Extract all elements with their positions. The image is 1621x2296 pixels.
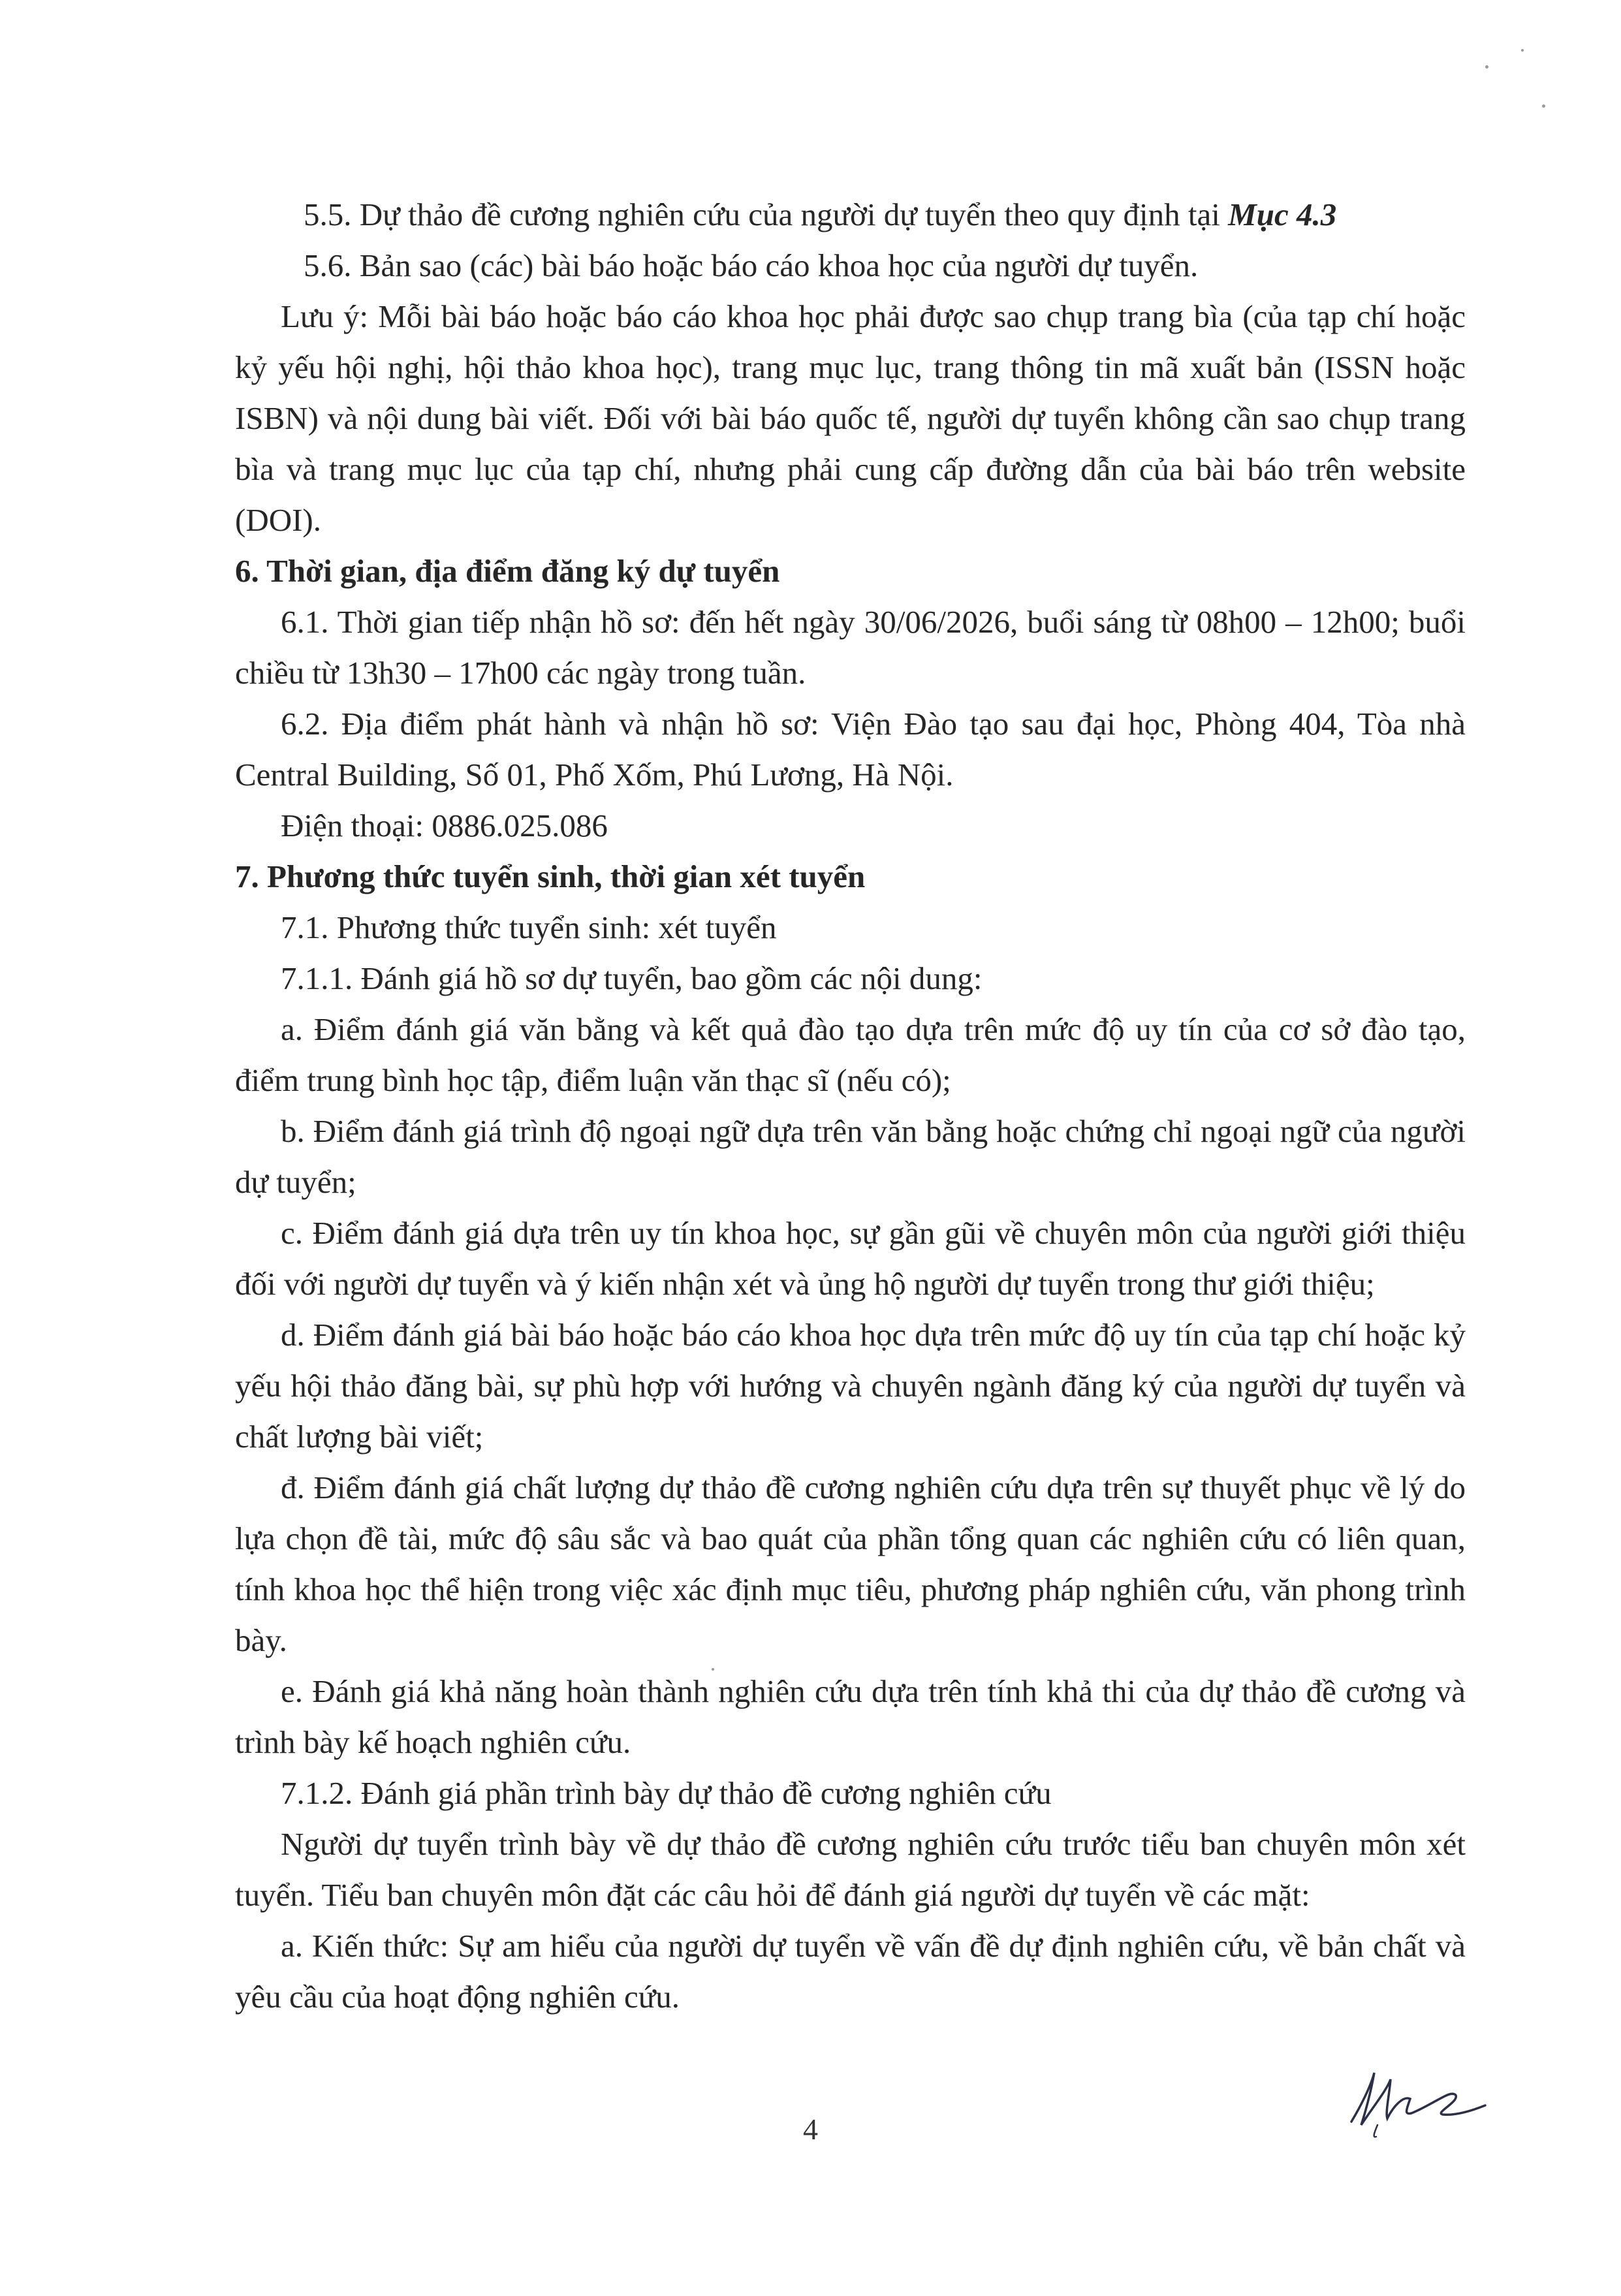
note-paragraph: Lưu ý: Mỗi bài báo hoặc báo cáo khoa học phải được sao chụp trang bìa (của tạp chí hoặc kỷ yếu hội nghị, hội thảo khoa học), trang mục lục, trang thông tin mã xuất bản (ISSN hoặc ISBN) và nội dung bài viết. Đối với bài báo quốc tế, người dự tuyển không cần sao chụp trang bìa và trang mục lục của tạp chí, nhưng phải cung cấp đường dẫn của bài báo trên website (DOI). bbox=[235, 298, 1466, 538]
scan-speck bbox=[712, 1668, 714, 1671]
criterion-e: e. Đánh giá khả năng hoàn thành nghiên cứu dựa trên tính khả thi của dự thảo đề cương và trình bày kế hoạch nghiên cứu. bbox=[235, 1673, 1466, 1760]
section-reference: Mục 4.3 bbox=[1228, 197, 1337, 232]
phone-line: Điện thoại: 0886.025.086 bbox=[281, 808, 608, 843]
item-7-1-2: 7.1.2. Đánh giá phần trình bày dự thảo đề cương nghiên cứu bbox=[281, 1775, 1052, 1811]
criterion-b: b. Điểm đánh giá trình độ ngoại ngữ dựa trên văn bằng hoặc chứng chỉ ngoại ngữ của người dự tuyển; bbox=[235, 1113, 1466, 1200]
item-5-5-text: 5.5. Dự thảo đề cương nghiên cứu của người dự tuyển theo quy định tại bbox=[304, 197, 1229, 232]
criterion-dd: đ. Điểm đánh giá chất lượng dự thảo đề cương nghiên cứu dựa trên sự thuyết phục về lý do lựa chọn đề tài, mức độ sâu sắc và bao quát của phần tổng quan các nghiên cứu có liên quan, tính khoa học thể hiện trong việc xác định mục tiêu, phương pháp nghiên cứu, văn phong trình bày. bbox=[235, 1470, 1466, 1658]
page-number: 4 bbox=[803, 2113, 818, 2146]
item-7-1: 7.1. Phương thức tuyển sinh: xét tuyển bbox=[281, 909, 777, 945]
section-heading-6: 6. Thời gian, địa điểm đăng ký dự tuyển bbox=[235, 553, 780, 589]
item-6-2: 6.2. Địa điểm phát hành và nhận hồ sơ: Viện Đào tạo sau đại học, Phòng 404, Tòa nhà Central Building, Số 01, Phố Xốm, Phú Lương, Hà Nội. bbox=[235, 706, 1466, 793]
scan-speck bbox=[1485, 65, 1488, 69]
criterion-d: d. Điểm đánh giá bài báo hoặc báo cáo khoa học dựa trên mức độ uy tín của tạp chí hoặc kỷ yếu hội thảo đăng bài, sự phù hợp với hướng và chuyên ngành đăng ký của người dự tuyển và chất lượng bài viết; bbox=[235, 1317, 1466, 1455]
item-6-1: 6.1. Thời gian tiếp nhận hồ sơ: đến hết ngày 30/06/2026, buổi sáng từ 08h00 – 12h00; buổi chiều từ 13h30 – 17h00 các ngày trong tuần. bbox=[235, 604, 1466, 691]
knowledge-criterion: a. Kiến thức: Sự am hiểu của người dự tuyển về vấn đề dự định nghiên cứu, về bản chất và yêu cầu của hoạt động nghiên cứu. bbox=[235, 1928, 1466, 2015]
section-heading-7: 7. Phương thức tuyển sinh, thời gian xét tuyển bbox=[235, 858, 866, 894]
criterion-a: a. Điểm đánh giá văn bằng và kết quả đào tạo dựa trên mức độ uy tín của cơ sở đào tạo, điểm trung bình học tập, điểm luận văn thạc sĩ (nếu có); bbox=[235, 1011, 1466, 1098]
scan-speck bbox=[1542, 104, 1545, 108]
criterion-c: c. Điểm đánh giá dựa trên uy tín khoa học, sự gần gũi về chuyên môn của người giới thiệu đối với người dự tuyển và ý kiến nhận xét và ủng hộ người dự tuyển trong thư giới thiệu; bbox=[235, 1215, 1466, 1302]
item-5-5 bbox=[235, 189, 1466, 240]
item-7-1-1: 7.1.1. Đánh giá hồ sơ dự tuyển, bao gồm các nội dung: bbox=[281, 960, 983, 996]
presentation-paragraph: Người dự tuyển trình bày về dự thảo đề cương nghiên cứu trước tiểu ban chuyên môn xét tuyển. Tiểu ban chuyên môn đặt các câu hỏi để đánh giá người dự tuyển về các mặt: bbox=[235, 1826, 1466, 1913]
document-body bbox=[235, 189, 1466, 2022]
item-5-6: 5.6. Bản sao (các) bài báo hoặc báo cáo khoa học của người dự tuyển. bbox=[304, 247, 1199, 283]
scan-speck bbox=[1521, 49, 1524, 52]
